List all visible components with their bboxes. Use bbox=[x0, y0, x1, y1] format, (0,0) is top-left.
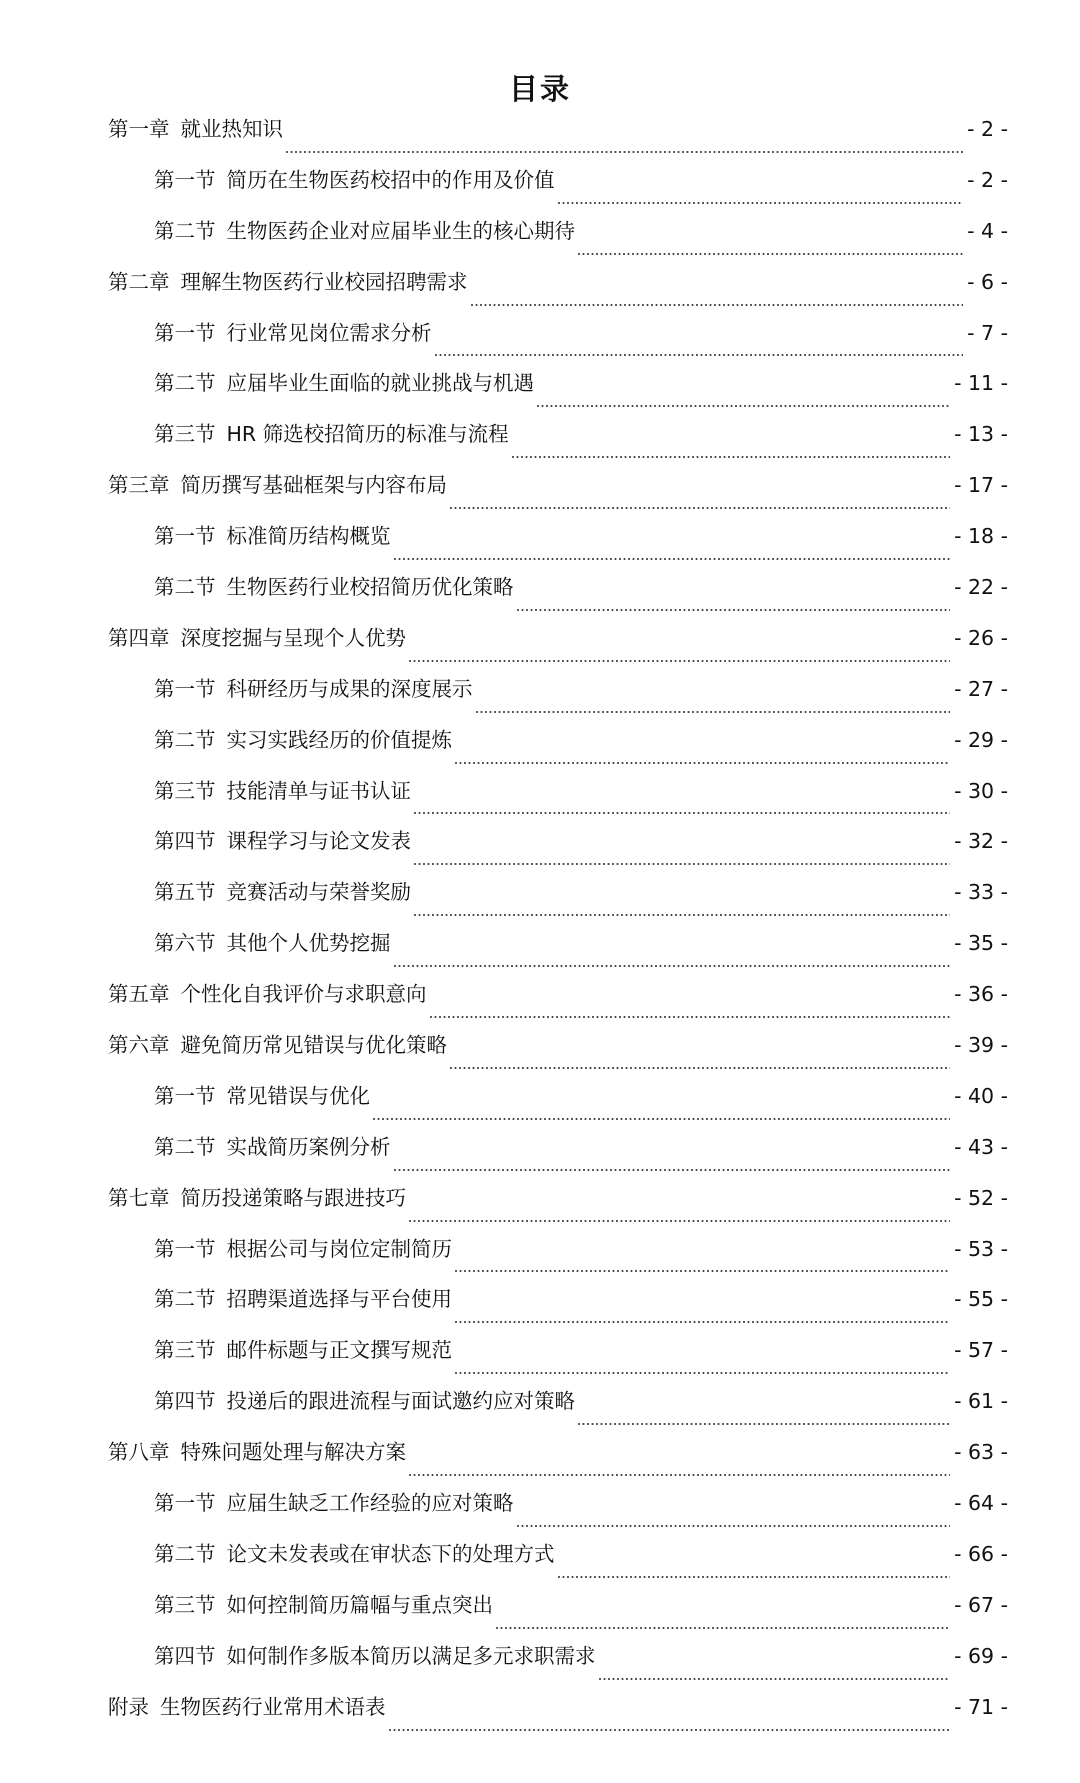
toc-entry-label bbox=[154, 674, 476, 704]
toc-entry-title: 如何制作多版本简历以满足多元求职需求 bbox=[226, 1643, 596, 1668]
toc-chapter-entry[interactable] bbox=[108, 114, 1008, 165]
toc-entry-page-number: - 27 - bbox=[954, 676, 1008, 701]
toc-entry-page-number: - 40 - bbox=[954, 1083, 1008, 1108]
toc-entry-number: 第四节 bbox=[154, 1643, 216, 1668]
toc-entry-label bbox=[154, 1488, 517, 1518]
toc-entry-label bbox=[154, 725, 455, 755]
dot-leader bbox=[512, 453, 950, 459]
toc-entry-title: 技能清单与证书认证 bbox=[226, 778, 411, 803]
toc-entry-title: 招聘渠道选择与平台使用 bbox=[226, 1287, 452, 1312]
toc-entry-title: 应届生缺乏工作经验的应对策略 bbox=[226, 1491, 514, 1516]
toc-section-entry[interactable] bbox=[108, 1386, 1008, 1437]
toc-entry-number: 第二节 bbox=[154, 218, 216, 243]
dot-leader bbox=[394, 1166, 951, 1172]
toc-entry-number: 第一节 bbox=[154, 320, 216, 345]
toc-section-entry[interactable] bbox=[108, 521, 1008, 572]
toc-section-entry[interactable] bbox=[108, 318, 1008, 369]
toc-entry-title: 行业常见岗位需求分析 bbox=[226, 320, 432, 345]
dot-leader bbox=[414, 809, 950, 815]
toc-entry-page-number: - 18 - bbox=[954, 524, 1008, 549]
toc-entry-title: 特殊问题处理与解决方案 bbox=[180, 1440, 406, 1465]
dot-leader bbox=[450, 504, 950, 510]
toc-entry-page-number: - 4 - bbox=[967, 218, 1008, 243]
toc-entry-number: 第三节 bbox=[154, 1592, 216, 1617]
toc-entry-label bbox=[108, 979, 430, 1009]
toc-entry-page-number: - 57 - bbox=[954, 1338, 1008, 1363]
toc-section-entry[interactable] bbox=[108, 776, 1008, 827]
toc-entry-number: 第一节 bbox=[154, 1236, 216, 1261]
toc-entry-label bbox=[154, 318, 435, 348]
toc-entry-label bbox=[154, 1590, 496, 1620]
toc-entry-number: 第五节 bbox=[154, 880, 216, 905]
toc-entry-page-number: - 2 - bbox=[967, 167, 1008, 192]
toc-entry-page-number: - 52 - bbox=[954, 1185, 1008, 1210]
toc-entry-number: 第六节 bbox=[154, 931, 216, 956]
toc-entry-label bbox=[154, 826, 414, 856]
dot-leader bbox=[455, 1369, 950, 1375]
toc-entry-page-number: - 67 - bbox=[954, 1592, 1008, 1617]
toc-entry-title: HR 筛选校招简历的标准与流程 bbox=[226, 422, 509, 447]
toc-entry-label bbox=[154, 776, 414, 806]
toc-entry-label bbox=[154, 368, 537, 398]
toc-entry-number: 第二节 bbox=[154, 575, 216, 600]
dot-leader bbox=[558, 199, 964, 205]
toc-entry-page-number: - 64 - bbox=[954, 1491, 1008, 1516]
toc-entry-title: 实习实践经历的价值提炼 bbox=[226, 727, 452, 752]
toc-entry-number: 第二节 bbox=[154, 1134, 216, 1159]
toc-entry-label bbox=[108, 114, 286, 144]
toc-entry-page-number: - 61 - bbox=[954, 1389, 1008, 1414]
toc-entry-page-number: - 7 - bbox=[967, 320, 1008, 345]
dot-leader bbox=[476, 708, 951, 714]
toc-entry-title: 个性化自我评价与求职意向 bbox=[180, 982, 427, 1007]
toc-chapter-entry[interactable] bbox=[108, 470, 1008, 521]
dot-leader bbox=[394, 962, 951, 968]
toc-section-entry[interactable] bbox=[108, 1081, 1008, 1132]
toc-section-entry[interactable] bbox=[108, 1335, 1008, 1386]
toc-entry-label bbox=[154, 1234, 455, 1264]
toc-section-entry[interactable] bbox=[108, 1234, 1008, 1285]
dot-leader bbox=[496, 1624, 950, 1630]
toc-section-entry[interactable] bbox=[108, 826, 1008, 877]
toc-entry-page-number: - 66 - bbox=[954, 1541, 1008, 1566]
toc-entry-label bbox=[154, 1284, 455, 1314]
toc-entry-page-number: - 22 - bbox=[954, 575, 1008, 600]
toc-entry-number: 第三章 bbox=[108, 473, 170, 498]
toc-entry-page-number: - 39 - bbox=[954, 1033, 1008, 1058]
toc-entry-title: 论文未发表或在审状态下的处理方式 bbox=[226, 1541, 555, 1566]
toc-entry-number: 第二节 bbox=[154, 727, 216, 752]
toc-section-entry[interactable] bbox=[108, 165, 1008, 216]
dot-leader bbox=[435, 351, 964, 357]
toc-entry-label bbox=[154, 928, 394, 958]
toc-entry-title: 深度挖掘与呈现个人优势 bbox=[180, 625, 406, 650]
toc-entry-page-number: - 43 - bbox=[954, 1134, 1008, 1159]
toc-entry-title: 科研经历与成果的深度展示 bbox=[226, 676, 473, 701]
toc-entry-title: 标准简历结构概览 bbox=[226, 524, 391, 549]
toc-entry-number: 第八章 bbox=[108, 1440, 170, 1465]
toc-entry-label bbox=[108, 1437, 409, 1467]
toc-entry-label bbox=[154, 216, 578, 246]
dot-leader bbox=[389, 1726, 951, 1732]
toc-entry-label bbox=[154, 419, 512, 449]
toc-entry-title: 生物医药企业对应届毕业生的核心期待 bbox=[226, 218, 575, 243]
toc-section-entry[interactable] bbox=[108, 216, 1008, 267]
toc-entry-page-number: - 33 - bbox=[954, 880, 1008, 905]
dot-leader bbox=[558, 1573, 951, 1579]
toc-entry-page-number: - 71 - bbox=[954, 1694, 1008, 1719]
toc-entry-label bbox=[154, 165, 558, 195]
toc-entry-title: 竞赛活动与荣誉奖励 bbox=[226, 880, 411, 905]
toc-entry-label bbox=[154, 572, 517, 602]
toc-entry-title: 应届毕业生面临的就业挑战与机遇 bbox=[226, 371, 534, 396]
toc-entry-title: 实战简历案例分析 bbox=[226, 1134, 391, 1159]
toc-entry-label bbox=[154, 521, 394, 551]
toc-entry-page-number: - 26 - bbox=[954, 625, 1008, 650]
toc-entry-page-number: - 53 - bbox=[954, 1236, 1008, 1261]
dot-leader bbox=[414, 860, 950, 866]
dot-leader bbox=[599, 1675, 951, 1681]
toc-section-entry[interactable] bbox=[108, 725, 1008, 776]
toc-entry-number: 第四节 bbox=[154, 1389, 216, 1414]
toc-entry-label bbox=[154, 1335, 455, 1365]
dot-leader bbox=[578, 1420, 950, 1426]
toc-entry-number: 第三节 bbox=[154, 1338, 216, 1363]
toc-entry-number: 第三节 bbox=[154, 422, 216, 447]
toc-entry-number: 第一节 bbox=[154, 1083, 216, 1108]
dot-leader bbox=[537, 402, 950, 408]
toc-entry-label bbox=[108, 1692, 389, 1722]
toc-entry-number: 第二节 bbox=[154, 1541, 216, 1566]
toc-entry-number: 第一节 bbox=[154, 167, 216, 192]
toc-entry-number: 第四节 bbox=[154, 829, 216, 854]
toc-entry-page-number: - 35 - bbox=[954, 931, 1008, 956]
toc-list bbox=[108, 114, 1008, 1743]
toc-entry-page-number: - 11 - bbox=[954, 371, 1008, 396]
toc-entry-title: 避免简历常见错误与优化策略 bbox=[180, 1033, 447, 1058]
toc-entry-label bbox=[154, 1081, 373, 1111]
dot-leader bbox=[455, 1318, 950, 1324]
toc-entry-page-number: - 29 - bbox=[954, 727, 1008, 752]
toc-section-entry[interactable] bbox=[108, 1488, 1008, 1539]
dot-leader bbox=[578, 250, 963, 256]
toc-entry-label bbox=[154, 877, 414, 907]
toc-entry-page-number: - 36 - bbox=[954, 982, 1008, 1007]
toc-entry-title: 邮件标题与正文撰写规范 bbox=[226, 1338, 452, 1363]
toc-entry-number: 第七章 bbox=[108, 1185, 170, 1210]
dot-leader bbox=[409, 1471, 950, 1477]
toc-entry-number: 第一节 bbox=[154, 1491, 216, 1516]
dot-leader bbox=[409, 657, 950, 663]
dot-leader bbox=[409, 1217, 950, 1223]
toc-entry-label bbox=[108, 623, 409, 653]
toc-entry-title: 简历在生物医药校招中的作用及价值 bbox=[226, 167, 555, 192]
toc-section-entry[interactable] bbox=[108, 1590, 1008, 1641]
toc-entry-title: 投递后的跟进流程与面试邀约应对策略 bbox=[226, 1389, 575, 1414]
toc-entry-page-number: - 32 - bbox=[954, 829, 1008, 854]
toc-entry-number: 第五章 bbox=[108, 982, 170, 1007]
toc-section-entry[interactable] bbox=[108, 1284, 1008, 1335]
toc-chapter-entry[interactable] bbox=[108, 623, 1008, 674]
toc-entry-title: 根据公司与岗位定制简历 bbox=[226, 1236, 452, 1261]
toc-entry-page-number: - 17 - bbox=[954, 473, 1008, 498]
toc-entry-label bbox=[108, 267, 471, 297]
toc-entry-title: 生物医药行业校招简历优化策略 bbox=[226, 575, 514, 600]
toc-entry-title: 如何控制简历篇幅与重点突出 bbox=[226, 1592, 493, 1617]
toc-entry-label bbox=[108, 1183, 409, 1213]
toc-entry-title: 课程学习与论文发表 bbox=[226, 829, 411, 854]
dot-leader bbox=[430, 1013, 951, 1019]
toc-section-entry[interactable] bbox=[108, 1641, 1008, 1692]
toc-entry-title: 生物医药行业常用术语表 bbox=[160, 1694, 386, 1719]
toc-entry-page-number: - 63 - bbox=[954, 1440, 1008, 1465]
toc-section-entry[interactable] bbox=[108, 572, 1008, 623]
toc-section-entry[interactable] bbox=[108, 419, 1008, 470]
toc-entry-number: 第二节 bbox=[154, 371, 216, 396]
toc-entry-title: 理解生物医药行业校园招聘需求 bbox=[180, 269, 468, 294]
page-title: 目录 bbox=[508, 72, 571, 107]
dot-leader bbox=[450, 1064, 950, 1070]
toc-entry-number: 第六章 bbox=[108, 1033, 170, 1058]
toc-entry-page-number: - 69 - bbox=[954, 1643, 1008, 1668]
toc-entry-label bbox=[108, 1030, 450, 1060]
toc-entry-title: 常见错误与优化 bbox=[226, 1083, 370, 1108]
toc-section-entry[interactable] bbox=[108, 877, 1008, 928]
toc-entry-number: 第一节 bbox=[154, 676, 216, 701]
toc-entry-label bbox=[154, 1132, 394, 1162]
dot-leader bbox=[414, 911, 950, 917]
toc-section-entry[interactable] bbox=[108, 368, 1008, 419]
dot-leader bbox=[517, 606, 951, 612]
toc-entry-number: 第一章 bbox=[108, 117, 170, 141]
toc-entry-number: 第四章 bbox=[108, 625, 170, 650]
toc-section-entry[interactable] bbox=[108, 928, 1008, 979]
dot-leader bbox=[471, 301, 964, 307]
toc-entry-title: 简历撰写基础框架与内容布局 bbox=[180, 473, 447, 498]
toc-section-entry[interactable] bbox=[108, 1539, 1008, 1590]
toc-entry-title: 就业热知识 bbox=[180, 117, 283, 141]
dot-leader bbox=[286, 148, 963, 154]
toc-entry-number: 第二章 bbox=[108, 269, 170, 294]
toc-entry-label bbox=[154, 1539, 558, 1569]
toc-entry-page-number: - 30 - bbox=[954, 778, 1008, 803]
toc-section-entry[interactable] bbox=[108, 674, 1008, 725]
toc-entry-page-number: - 2 - bbox=[967, 117, 1008, 141]
toc-section-entry[interactable] bbox=[108, 1132, 1008, 1183]
toc-chapter-entry[interactable] bbox=[108, 1183, 1008, 1234]
toc-chapter-entry[interactable] bbox=[108, 1437, 1008, 1488]
toc-chapter-entry[interactable] bbox=[108, 267, 1008, 318]
toc-entry-label bbox=[108, 470, 450, 500]
toc-entry-number: 第三节 bbox=[154, 778, 216, 803]
toc-entry-page-number: - 6 - bbox=[967, 269, 1008, 294]
toc-chapter-entry[interactable] bbox=[108, 1030, 1008, 1081]
toc-entry-title: 其他个人优势挖掘 bbox=[226, 931, 391, 956]
dot-leader bbox=[455, 759, 950, 765]
toc-entry-page-number: - 55 - bbox=[954, 1287, 1008, 1312]
toc-entry-label bbox=[154, 1386, 578, 1416]
toc-entry-label bbox=[154, 1641, 599, 1671]
toc-entry-page-number: - 13 - bbox=[954, 422, 1008, 447]
dot-leader bbox=[517, 1522, 951, 1528]
toc-entry-number: 第二节 bbox=[154, 1287, 216, 1312]
dot-leader bbox=[394, 555, 951, 561]
dot-leader bbox=[373, 1115, 950, 1121]
toc-entry-title: 简历投递策略与跟进技巧 bbox=[180, 1185, 406, 1210]
toc-entry-number: 附录 bbox=[108, 1694, 149, 1719]
toc-chapter-entry[interactable] bbox=[108, 979, 1008, 1030]
toc-entry-number: 第一节 bbox=[154, 524, 216, 549]
dot-leader bbox=[455, 1267, 950, 1273]
toc-chapter-entry[interactable] bbox=[108, 1692, 1008, 1743]
